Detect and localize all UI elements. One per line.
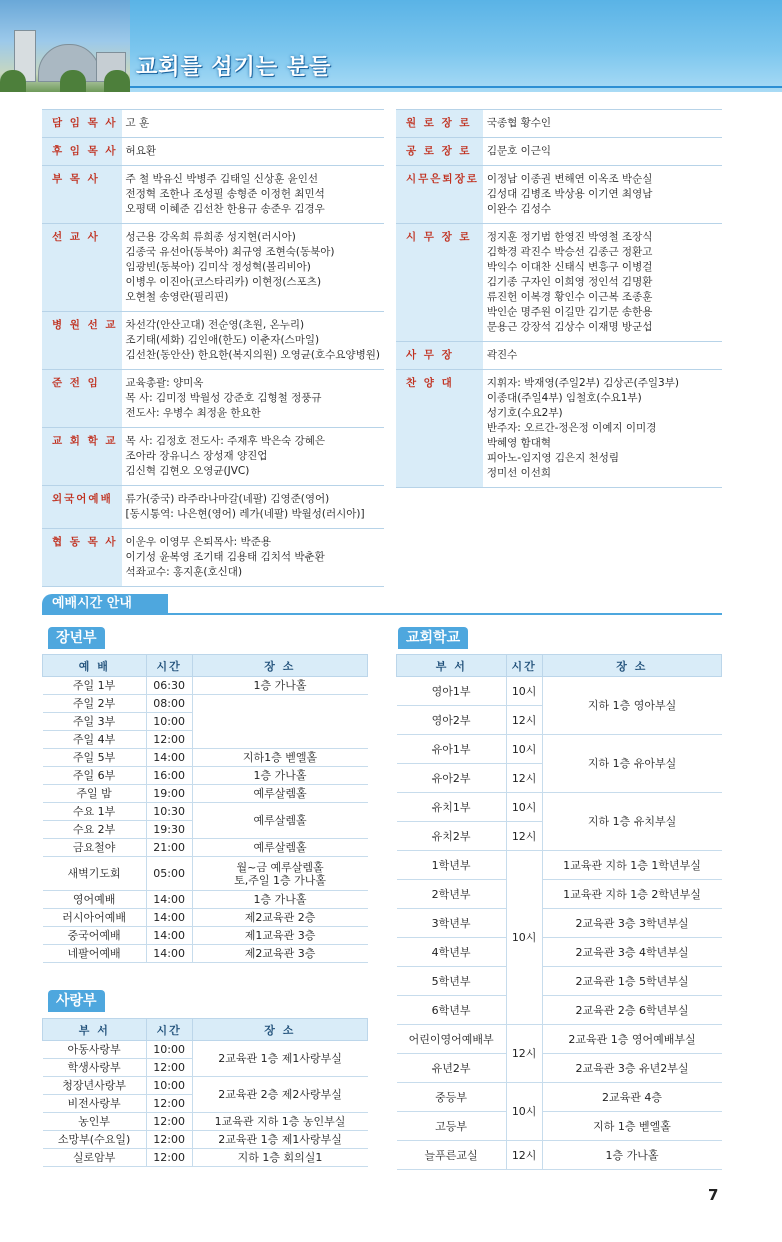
staff-name-line: 교육총괄: 양미옥 — [125, 377, 204, 389]
love-row — [43, 1041, 368, 1059]
school-place-cell: 1교육관 지하 1층 1학년부실 — [542, 851, 721, 880]
staff-name-line: 오평택 이혜준 김선찬 한용규 송준우 김경우 — [125, 203, 325, 215]
adult-time-cell: 14:00 — [146, 945, 192, 963]
school-dept-cell: 영아1부 — [397, 677, 507, 706]
title-underline — [130, 86, 782, 88]
school-place-cell: 2교육관 3층 3학년부실 — [542, 909, 721, 938]
love-time-cell: 10:00 — [146, 1041, 192, 1059]
staff-name-line: 정지훈 정기범 한영진 박영철 조장식 — [486, 231, 653, 243]
staff-role-label: 원 로 장 로 — [396, 110, 483, 138]
school-row — [397, 735, 722, 764]
staff-role-label: 시무은퇴장로 — [396, 166, 483, 224]
school-place-cell: 2교육관 2층 6학년부실 — [542, 996, 721, 1025]
school-dept-cell: 5학년부 — [397, 967, 507, 996]
staff-name-line: 이병우 이진아(코스타리카) 이현정(스포츠) — [125, 276, 322, 288]
adult-place-cell — [192, 857, 367, 891]
staff-row — [396, 138, 722, 166]
school-place-cell: 2교육관 4층 — [542, 1083, 721, 1112]
adult-time-cell: 10:30 — [146, 803, 192, 821]
school-dept-cell: 3학년부 — [397, 909, 507, 938]
love-time-cell: 10:00 — [146, 1077, 192, 1095]
staff-name-line: 목 사: 김정호 전도사: 주재후 박은숙 강혜은 — [125, 435, 326, 447]
staff-name-line: 조기태(세화) 김인애(한도) 이춘자(스마일) — [125, 334, 320, 346]
staff-role-label: 준 전 임 — [42, 370, 122, 428]
staff-names — [122, 138, 384, 166]
love-row — [43, 1149, 368, 1167]
adult-row — [43, 785, 368, 803]
staff-name-line: 성기호(수요2부) — [486, 407, 563, 419]
staff-name-line: 문용근 강장석 김상수 이재명 방군섭 — [486, 321, 653, 333]
page-number: 7 — [708, 1186, 719, 1204]
love-dept-cell: 농인부 — [43, 1113, 147, 1131]
adult-dept-cell: 중국어예배 — [43, 927, 147, 945]
love-time-cell: 12:00 — [146, 1059, 192, 1077]
adult-time-cell: 05:00 — [146, 857, 192, 891]
love-place-cell: 2교육관 1층 제1사랑부실 — [192, 1041, 367, 1077]
staff-row — [42, 529, 384, 587]
adult-time-cell: 14:00 — [146, 909, 192, 927]
adult-row — [43, 767, 368, 785]
staff-name-line: 이기성 윤복영 조기태 김용태 김치석 박춘환 — [125, 551, 325, 563]
staff-row — [42, 166, 384, 224]
adult-dept-cell: 주일 6부 — [43, 767, 147, 785]
love-row — [43, 1131, 368, 1149]
adult-time-cell: 10:00 — [146, 713, 192, 731]
love-row — [43, 1077, 368, 1095]
staff-role-label: 공 로 장 로 — [396, 138, 483, 166]
staff-name-line: 류진헌 이복경 황인수 이근복 조종훈 — [486, 291, 653, 303]
adult-place-cell — [192, 695, 367, 749]
staff-row — [42, 138, 384, 166]
adult-dept-cell: 수요 1부 — [43, 803, 147, 821]
page-title: 교회를 섬기는 분들 — [136, 55, 332, 80]
staff-role-label: 사 무 장 — [396, 342, 483, 370]
staff-row — [396, 342, 722, 370]
school-row — [397, 793, 722, 822]
adult-place-cell: 제2교육관 3층 — [192, 945, 367, 963]
love-place-cell: 지하 1층 회의실1 — [192, 1149, 367, 1167]
school-time-cell: 10시 — [506, 735, 542, 764]
staff-name-line: 오현철 송영란(필리핀) — [125, 291, 229, 303]
school-time-cell: 10시 — [506, 793, 542, 822]
adult-time-cell: 21:00 — [146, 839, 192, 857]
adult-place-cell: 1층 가나홀 — [192, 677, 367, 695]
adult-row — [43, 909, 368, 927]
staff-row — [42, 110, 384, 138]
staff-name-line: 류가(중국) 라주라나마갈(네팔) 김영준(영어) — [125, 493, 330, 505]
header-banner — [0, 0, 782, 92]
love-time-cell: 12:00 — [146, 1131, 192, 1149]
staff-name-line: 목 사: 김미정 박월성 강준호 김형철 정풍규 — [125, 392, 322, 404]
staff-name-line: 박익수 이대찬 신태식 변흥구 이병걸 — [486, 261, 653, 273]
adult-dept-cell: 주일 4부 — [43, 731, 147, 749]
staff-role-label: 후 임 목 사 — [42, 138, 122, 166]
school-dept-cell: 중등부 — [397, 1083, 507, 1112]
staff-name-line: 고 훈 — [125, 117, 150, 129]
adult-time-cell: 19:30 — [146, 821, 192, 839]
staff-row — [42, 428, 384, 486]
school-dept-cell: 4학년부 — [397, 938, 507, 967]
staff-name-line: 김학경 곽진수 박승선 김종근 정환고 — [486, 246, 653, 258]
adult-row — [43, 677, 368, 695]
school-dept-cell: 6학년부 — [397, 996, 507, 1025]
staff-names — [122, 370, 384, 428]
staff-name-line: 전정혁 조한나 조성필 송형준 이정헌 최민석 — [125, 188, 325, 200]
love-time-cell: 12:00 — [146, 1095, 192, 1113]
school-row — [397, 967, 722, 996]
staff-name-line: 김종국 유선아(동북아) 최규영 조현숙(동북아) — [125, 246, 335, 258]
staff-name-line: 국종협 황수인 — [486, 117, 552, 129]
adult-dept-cell: 러시아어예배 — [43, 909, 147, 927]
adult-place-cell: 지하1층 벧엘홀 — [192, 749, 367, 767]
school-row — [397, 1025, 722, 1054]
love-header-dept: 부 서 — [43, 1019, 147, 1041]
staff-names — [122, 486, 384, 529]
adult-time-cell: 08:00 — [146, 695, 192, 713]
school-dept-cell: 유치1부 — [397, 793, 507, 822]
staff-name-line: 주 철 박유신 박병주 김태일 신상훈 윤인선 — [125, 173, 319, 185]
staff-names — [122, 312, 384, 370]
staff-row — [42, 486, 384, 529]
staff-names — [122, 224, 384, 312]
school-row — [397, 880, 722, 909]
school-row — [397, 1054, 722, 1083]
adult-dept-cell: 네팔어예배 — [43, 945, 147, 963]
love-schedule-table — [42, 1018, 368, 1167]
school-dept-cell: 유아2부 — [397, 764, 507, 793]
staff-name-line: 김신혁 김현오 오영균(JVC) — [125, 465, 250, 477]
staff-name-line: 이정남 이종권 변해연 이옥조 박순실 — [486, 173, 653, 185]
school-time-cell: 12시 — [506, 1141, 542, 1170]
adult-row — [43, 927, 368, 945]
staff-table-left — [42, 109, 384, 587]
adult-time-cell: 14:00 — [146, 891, 192, 909]
adult-row — [43, 803, 368, 821]
school-dept-cell: 2학년부 — [397, 880, 507, 909]
love-place-cell: 2교육관 1층 제1사랑부실 — [192, 1131, 367, 1149]
school-dept-cell: 유아1부 — [397, 735, 507, 764]
adult-time-cell: 06:30 — [146, 677, 192, 695]
school-place-cell: 2교육관 1층 5학년부실 — [542, 967, 721, 996]
staff-names — [483, 138, 722, 166]
school-place-cell: 지하 1층 유아부실 — [542, 735, 721, 793]
staff-row — [42, 370, 384, 428]
dawn-place-line: 월~금 예루살렘홀 — [236, 860, 324, 874]
school-time-cell: 12시 — [506, 1025, 542, 1083]
adult-dept-cell: 주일 3부 — [43, 713, 147, 731]
staff-name-line: 김문호 이근익 — [486, 145, 552, 157]
adult-place-cell: 1층 가나홀 — [192, 767, 367, 785]
school-place-cell: 지하 1층 유치부실 — [542, 793, 721, 851]
school-dept-cell: 어린이영어예배부 — [397, 1025, 507, 1054]
school-header-time: 시간 — [506, 655, 542, 677]
church-building-image — [0, 0, 130, 92]
school-time-cell: 12시 — [506, 706, 542, 735]
adult-schedule-table — [42, 654, 368, 963]
staff-names — [483, 370, 722, 488]
love-row — [43, 1113, 368, 1131]
school-dept-cell: 영아2부 — [397, 706, 507, 735]
staff-name-line: 정미선 이선희 — [486, 467, 552, 479]
staff-name-line: 조아라 장유니스 장성재 양진업 — [125, 450, 268, 462]
dawn-place-line: 토,주일 1층 가나홀 — [234, 873, 326, 887]
staff-name-line: 김선찬(동안산) 한요한(복지의원) 오영균(호수요양병원) — [125, 349, 380, 361]
staff-name-line: 전도사: 우병수 최정윤 한요한 — [125, 407, 261, 419]
staff-role-label: 부 목 사 — [42, 166, 122, 224]
staff-name-line: 이운우 이영무 은퇴목사: 박준용 — [125, 536, 271, 548]
love-dept-cell: 비전사랑부 — [43, 1095, 147, 1113]
love-dept-cell: 실로암부 — [43, 1149, 147, 1167]
school-row — [397, 851, 722, 880]
staff-names — [122, 110, 384, 138]
love-header-time: 시간 — [146, 1019, 192, 1041]
staff-name-line: 석좌교수: 홍지훈(호신대) — [125, 566, 243, 578]
school-row — [397, 1141, 722, 1170]
staff-role-label: 선 교 사 — [42, 224, 122, 312]
staff-name-line: 이종대(주일4부) 임철호(수요1부) — [486, 392, 642, 404]
school-time-cell: 10시 — [506, 677, 542, 706]
love-dept-cell: 청장년사랑부 — [43, 1077, 147, 1095]
staff-names — [483, 342, 722, 370]
adult-time-cell: 14:00 — [146, 749, 192, 767]
adult-row — [43, 839, 368, 857]
adult-dept-cell: 새벽기도회 — [43, 857, 147, 891]
school-dept-cell: 유치2부 — [397, 822, 507, 851]
adult-header-place: 장 소 — [192, 655, 367, 677]
school-time-cell: 10시 — [506, 851, 542, 1025]
staff-name-line: 김기종 구자인 이희영 정인석 김명환 — [486, 276, 653, 288]
school-row — [397, 909, 722, 938]
school-time-cell: 12시 — [506, 764, 542, 793]
adult-dept-cell: 주일 1부 — [43, 677, 147, 695]
staff-table-right — [396, 109, 722, 488]
staff-names — [122, 428, 384, 486]
adult-place-cell: 1층 가나홀 — [192, 891, 367, 909]
adult-dept-tag: 장년부 — [48, 627, 105, 649]
love-header-place: 장 소 — [192, 1019, 367, 1041]
staff-role-label: 외국어예배 — [42, 486, 122, 529]
school-header-dept: 부 서 — [397, 655, 507, 677]
staff-name-line: 성근용 강옥희 류희종 성지현(러시아) — [125, 231, 296, 243]
staff-names — [122, 529, 384, 587]
staff-row — [396, 224, 722, 342]
school-place-cell: 지하 1층 벧엘홀 — [542, 1112, 721, 1141]
school-row — [397, 938, 722, 967]
staff-role-label: 교 회 학 교 — [42, 428, 122, 486]
staff-row — [396, 370, 722, 488]
staff-names — [122, 166, 384, 224]
staff-names — [483, 110, 722, 138]
school-dept-cell: 1학년부 — [397, 851, 507, 880]
love-dept-cell: 소망부(수요일) — [43, 1131, 147, 1149]
adult-dept-cell: 주일 2부 — [43, 695, 147, 713]
adult-time-cell: 14:00 — [146, 927, 192, 945]
staff-name-line: 박인순 명주원 이길만 김기문 송한용 — [486, 306, 653, 318]
school-place-cell: 1교육관 지하 1층 2학년부실 — [542, 880, 721, 909]
adult-dept-cell: 금요철야 — [43, 839, 147, 857]
school-row — [397, 677, 722, 706]
school-header-place: 장 소 — [542, 655, 721, 677]
school-place-cell: 2교육관 3층 4학년부실 — [542, 938, 721, 967]
staff-name-line: 임광빈(동북아) 김미삭 정성혁(볼리비아) — [125, 261, 311, 273]
love-place-cell: 2교육관 2층 제2사랑부실 — [192, 1077, 367, 1113]
staff-row — [396, 166, 722, 224]
staff-name-line: 허요환 — [125, 145, 156, 157]
adult-row — [43, 695, 368, 713]
love-place-cell: 1교육관 지하 1층 농인부실 — [192, 1113, 367, 1131]
adult-place-cell: 예루살렘홀 — [192, 839, 367, 857]
staff-name-line: [동시통역: 나은현(영어) 레가(네팔) 박월성(러시아)] — [125, 508, 365, 520]
staff-role-label: 협 동 목 사 — [42, 529, 122, 587]
adult-place-cell: 제2교육관 2층 — [192, 909, 367, 927]
school-row — [397, 996, 722, 1025]
school-dept-tag: 교회학교 — [398, 627, 468, 649]
adult-place-cell: 예루살렘홀 — [192, 785, 367, 803]
love-dept-cell: 아동사랑부 — [43, 1041, 147, 1059]
adult-time-cell: 19:00 — [146, 785, 192, 803]
school-place-cell: 2교육관 3층 유년2부실 — [542, 1054, 721, 1083]
adult-header-service: 예 배 — [43, 655, 147, 677]
adult-dept-cell: 영어예배 — [43, 891, 147, 909]
staff-role-label: 병 원 선 교 — [42, 312, 122, 370]
school-place-cell: 2교육관 1층 영어예배부실 — [542, 1025, 721, 1054]
adult-place-cell: 예루살렘홀 — [192, 803, 367, 839]
section-rule — [42, 613, 722, 615]
adult-time-cell: 12:00 — [146, 731, 192, 749]
adult-dept-cell: 주일 5부 — [43, 749, 147, 767]
school-row — [397, 1083, 722, 1112]
staff-name-line: 김성대 김병조 박상용 이기연 최영남 — [486, 188, 653, 200]
staff-role-label: 찬 양 대 — [396, 370, 483, 488]
staff-name-line: 지휘자: 박재영(주일2부) 김상곤(주일3부) — [486, 377, 679, 389]
school-place-cell: 1층 가나홀 — [542, 1141, 721, 1170]
school-dept-cell: 고등부 — [397, 1112, 507, 1141]
staff-name-line: 차선각(안산고대) 전순영(초원, 온누리) — [125, 319, 305, 331]
school-dept-cell: 유년2부 — [397, 1054, 507, 1083]
love-time-cell: 12:00 — [146, 1113, 192, 1131]
staff-role-label: 시 무 장 로 — [396, 224, 483, 342]
staff-name-line: 곽진수 — [486, 349, 518, 361]
adult-time-cell: 16:00 — [146, 767, 192, 785]
school-row — [397, 1112, 722, 1141]
staff-name-line: 박혜영 함대혁 — [486, 437, 552, 449]
school-time-cell: 12시 — [506, 822, 542, 851]
love-time-cell: 12:00 — [146, 1149, 192, 1167]
school-place-cell: 지하 1층 영아부실 — [542, 677, 721, 735]
school-dept-cell: 늘푸른교실 — [397, 1141, 507, 1170]
adult-row — [43, 945, 368, 963]
adult-row — [43, 891, 368, 909]
school-time-cell: 10시 — [506, 1083, 542, 1141]
love-dept-cell: 학생사랑부 — [43, 1059, 147, 1077]
staff-names — [483, 224, 722, 342]
adult-place-cell: 제1교육관 3층 — [192, 927, 367, 945]
staff-row — [42, 312, 384, 370]
adult-header-time: 시간 — [146, 655, 192, 677]
staff-row — [396, 110, 722, 138]
adult-dept-cell: 수요 2부 — [43, 821, 147, 839]
staff-name-line: 반주자: 오르간-정은정 이예지 이미경 — [486, 422, 657, 434]
staff-row — [42, 224, 384, 312]
staff-name-line: 피아노-임지영 김은지 천성림 — [486, 452, 620, 464]
staff-names — [483, 166, 722, 224]
school-schedule-table — [396, 654, 722, 1170]
staff-name-line: 이완수 김성수 — [486, 203, 552, 215]
adult-row — [43, 749, 368, 767]
staff-role-label: 담 임 목 사 — [42, 110, 122, 138]
love-dept-tag: 사랑부 — [48, 990, 105, 1012]
adult-dept-cell: 주일 밤 — [43, 785, 147, 803]
adult-row — [43, 857, 368, 891]
worship-time-section-title: 예배시간 안내 — [42, 594, 168, 614]
